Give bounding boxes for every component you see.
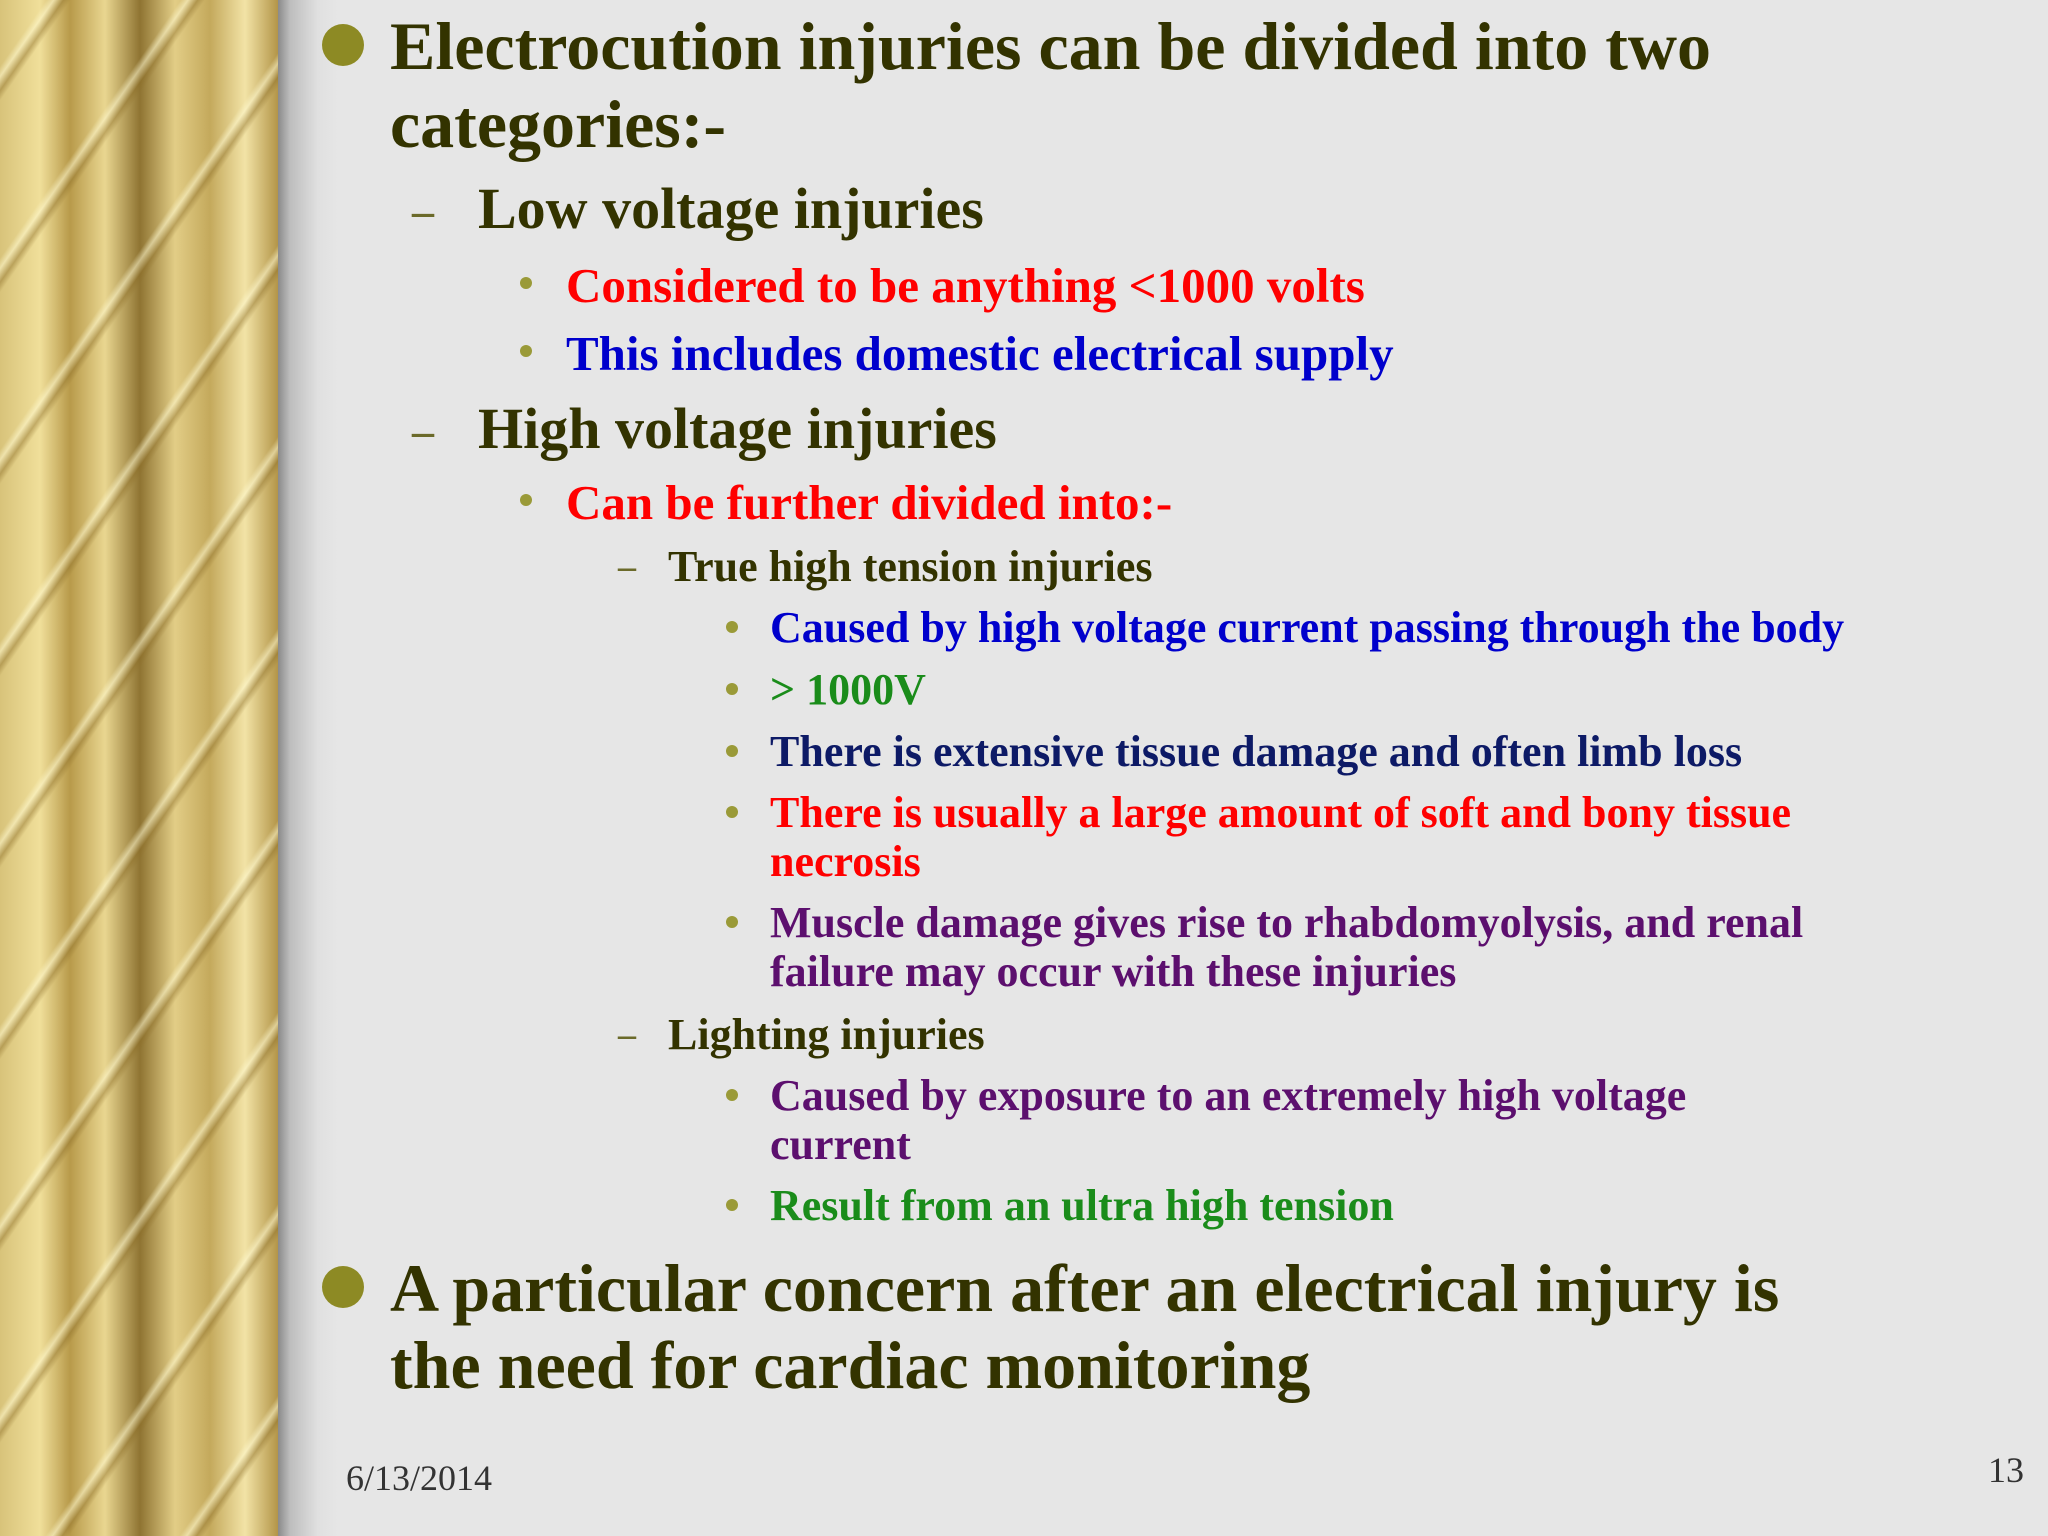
- bullet-dot-small: [520, 494, 532, 506]
- true-item-3: There is extensive tissue damage and often limb loss: [770, 727, 1743, 776]
- bullet-dot-small: [520, 277, 532, 289]
- bullet1-line1: Electrocution injuries can be divided into two: [390, 8, 1711, 84]
- bullet-dot: [322, 1266, 364, 1308]
- dash-marker: –: [618, 1014, 636, 1054]
- decorative-gold-strip: [0, 0, 278, 1536]
- bullet-dot: [322, 24, 364, 66]
- high-voltage-heading: High voltage injuries: [478, 396, 997, 461]
- lighting-item-1-line2: current: [770, 1120, 911, 1169]
- bullet-dot-small: [726, 1199, 738, 1211]
- lighting-item-2: Result from an ultra high tension: [770, 1181, 1394, 1230]
- dash-marker: –: [412, 407, 434, 456]
- low-voltage-heading: Low voltage injuries: [478, 176, 984, 241]
- true-item-2: > 1000V: [770, 665, 926, 714]
- bullet-dot-small: [726, 621, 738, 633]
- bullet2-line1: A particular concern after an electrical injury is: [390, 1250, 1780, 1326]
- page-number: 13: [1988, 1450, 2024, 1490]
- true-item-5-line1: Muscle damage gives rise to rhabdomyolysis, and renal: [770, 898, 1804, 947]
- bullet-dot-small: [726, 916, 738, 928]
- bullet-dot-small: [520, 345, 532, 357]
- true-item-1: Caused by high voltage current passing through the body: [770, 603, 1845, 652]
- low-voltage-item-1: Considered to be anything <1000 volts: [566, 258, 1365, 313]
- low-voltage-item-2: This includes domestic electrical supply: [566, 326, 1394, 381]
- true-item-4-line1: There is usually a large amount of soft and bony tissue: [770, 788, 1792, 837]
- high-voltage-item-1: Can be further divided into:-: [566, 475, 1173, 530]
- bullet-dot-small: [726, 683, 738, 695]
- lighting-injuries-heading: Lighting injuries: [668, 1010, 985, 1059]
- bullet2-line2: the need for cardiac monitoring: [390, 1327, 1311, 1403]
- true-item-4-line2: necrosis: [770, 837, 921, 886]
- footer-date: 6/13/2014: [346, 1458, 493, 1498]
- bullet1-line2: categories:-: [390, 86, 727, 162]
- dash-marker: –: [618, 546, 636, 586]
- true-item-5-line2: failure may occur with these injuries: [770, 947, 1457, 996]
- bullet-dot-small: [726, 806, 738, 818]
- strip-shadow: [278, 0, 338, 1536]
- true-high-tension-heading: True high tension injuries: [668, 542, 1153, 591]
- dash-marker: –: [412, 187, 434, 236]
- bullet-dot-small: [726, 1089, 738, 1101]
- lighting-item-1-line1: Caused by exposure to an extremely high voltage: [770, 1071, 1687, 1120]
- bullet-dot-small: [726, 745, 738, 757]
